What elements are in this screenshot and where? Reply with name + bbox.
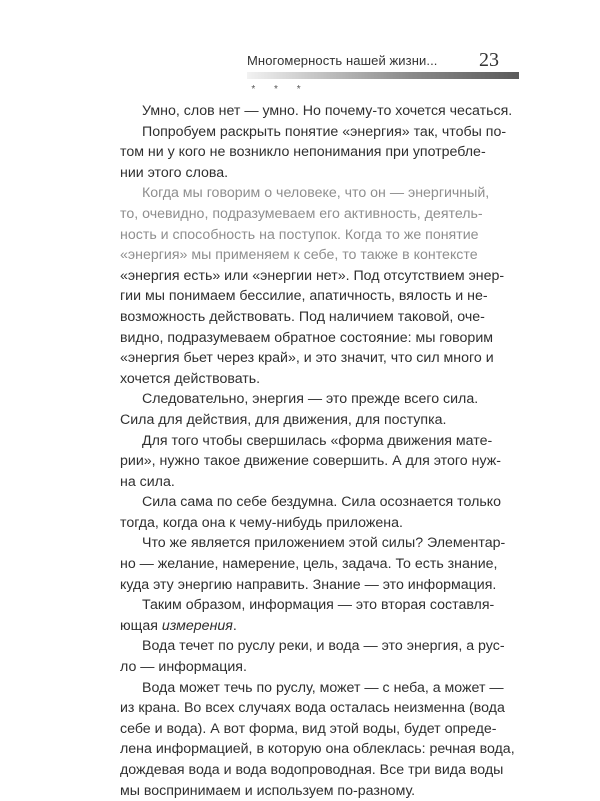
text-line <box>120 616 490 637</box>
text-line: куда эту энергию направить. Знание — это информация. <box>120 576 497 593</box>
text-line: «энергия есть» или «энергии нет». Под отсутствием энер- <box>120 267 505 284</box>
text-line: Попробуем раскрыть понятие «энергия» так, чтобы по- <box>142 123 507 140</box>
text-line: Следовательно, энергия — это прежде всего сила. <box>142 391 479 408</box>
section-separator: * * * <box>251 84 309 95</box>
paragraph <box>120 678 515 801</box>
text-line: нии этого слова. <box>120 164 229 181</box>
text-line: Таким образом, информация — это вторая составля- <box>142 597 495 614</box>
text-line: рии», нужно такое движение совершить. А для этого нуж- <box>120 453 501 470</box>
paragraph <box>120 492 502 533</box>
text-line: «энергия бьет через край», и это значит, что сил много и <box>120 350 494 367</box>
text-line: Вода течет по руслу реки, и вода — это энергия, а рус- <box>142 638 505 655</box>
paragraph <box>120 122 507 184</box>
text-line: мы воспринимаем и используем по-разному. <box>120 782 416 799</box>
paragraph <box>120 101 513 122</box>
body-text <box>120 101 515 801</box>
paragraph <box>120 183 505 389</box>
emphasized-term: измерения <box>161 617 233 634</box>
text-line: возможность действовать. Под наличием таковой, оче- <box>120 308 485 325</box>
text-fragment: . <box>232 617 237 634</box>
page-number: 23 <box>479 49 499 71</box>
text-line: ность и способность на поступок. Когда то же понятие <box>120 226 479 243</box>
text-line: видно, подразумеваем обратное состояние: мы говорим <box>120 329 493 346</box>
text-line: лена информацией, в которую она облеклась: речная вода, <box>120 741 515 758</box>
paragraph <box>120 533 506 595</box>
paragraph <box>120 595 495 636</box>
text-line: ло — информация. <box>120 659 247 676</box>
header-rule <box>247 72 519 79</box>
text-line: «энергия» мы применяем к себе, то также в контексте <box>120 247 478 264</box>
running-head <box>247 50 547 72</box>
text-line: Что же является приложением этой силы? Элементар- <box>142 535 506 552</box>
text-line: себе и вода). А вот форма, вид этой воды, будет опреде- <box>120 720 497 737</box>
text-line: Сила сама по себе бездумна. Сила осознается только <box>142 494 502 511</box>
text-line: но — желание, намерение, цель, задача. То есть знание, <box>120 556 498 573</box>
text-line: гии мы понимаем бессилие, апатичность, вялость и не- <box>120 288 488 305</box>
text-line: тогда, когда она к чему-нибудь приложена. <box>120 514 403 531</box>
text-line: Умно, слов нет — умно. Но почему-то хочется чесаться. <box>142 103 513 119</box>
running-head-title: Многомерность нашей жизни... <box>247 53 438 68</box>
text-line: том ни у кого не возникло непонимания при употребле- <box>120 144 486 161</box>
text-line: Когда мы говорим о человеке, что он — энергичный, <box>142 185 490 202</box>
text-line: Вода может течь по руслу, может — с неба, а может — <box>142 679 504 696</box>
text-fragment: ющая <box>120 617 162 634</box>
text-line: на сила. <box>120 473 175 490</box>
text-line: Сила для действия, для движения, для поступка. <box>120 411 447 428</box>
text-line: Для того чтобы свершилась «форма движения мате- <box>142 432 493 449</box>
paragraph <box>120 431 501 493</box>
text-line: дождевая вода и вода водопроводная. Все три вида воды <box>120 762 504 778</box>
text-line: хочется действовать. <box>120 370 261 387</box>
text-line: то, очевидно, подразумеваем его активность, деятель- <box>120 205 483 222</box>
paragraph <box>120 636 505 677</box>
text-line: из крана. Во всех случаях вода осталась неизменна (вода <box>120 700 505 717</box>
paragraph <box>120 389 490 430</box>
